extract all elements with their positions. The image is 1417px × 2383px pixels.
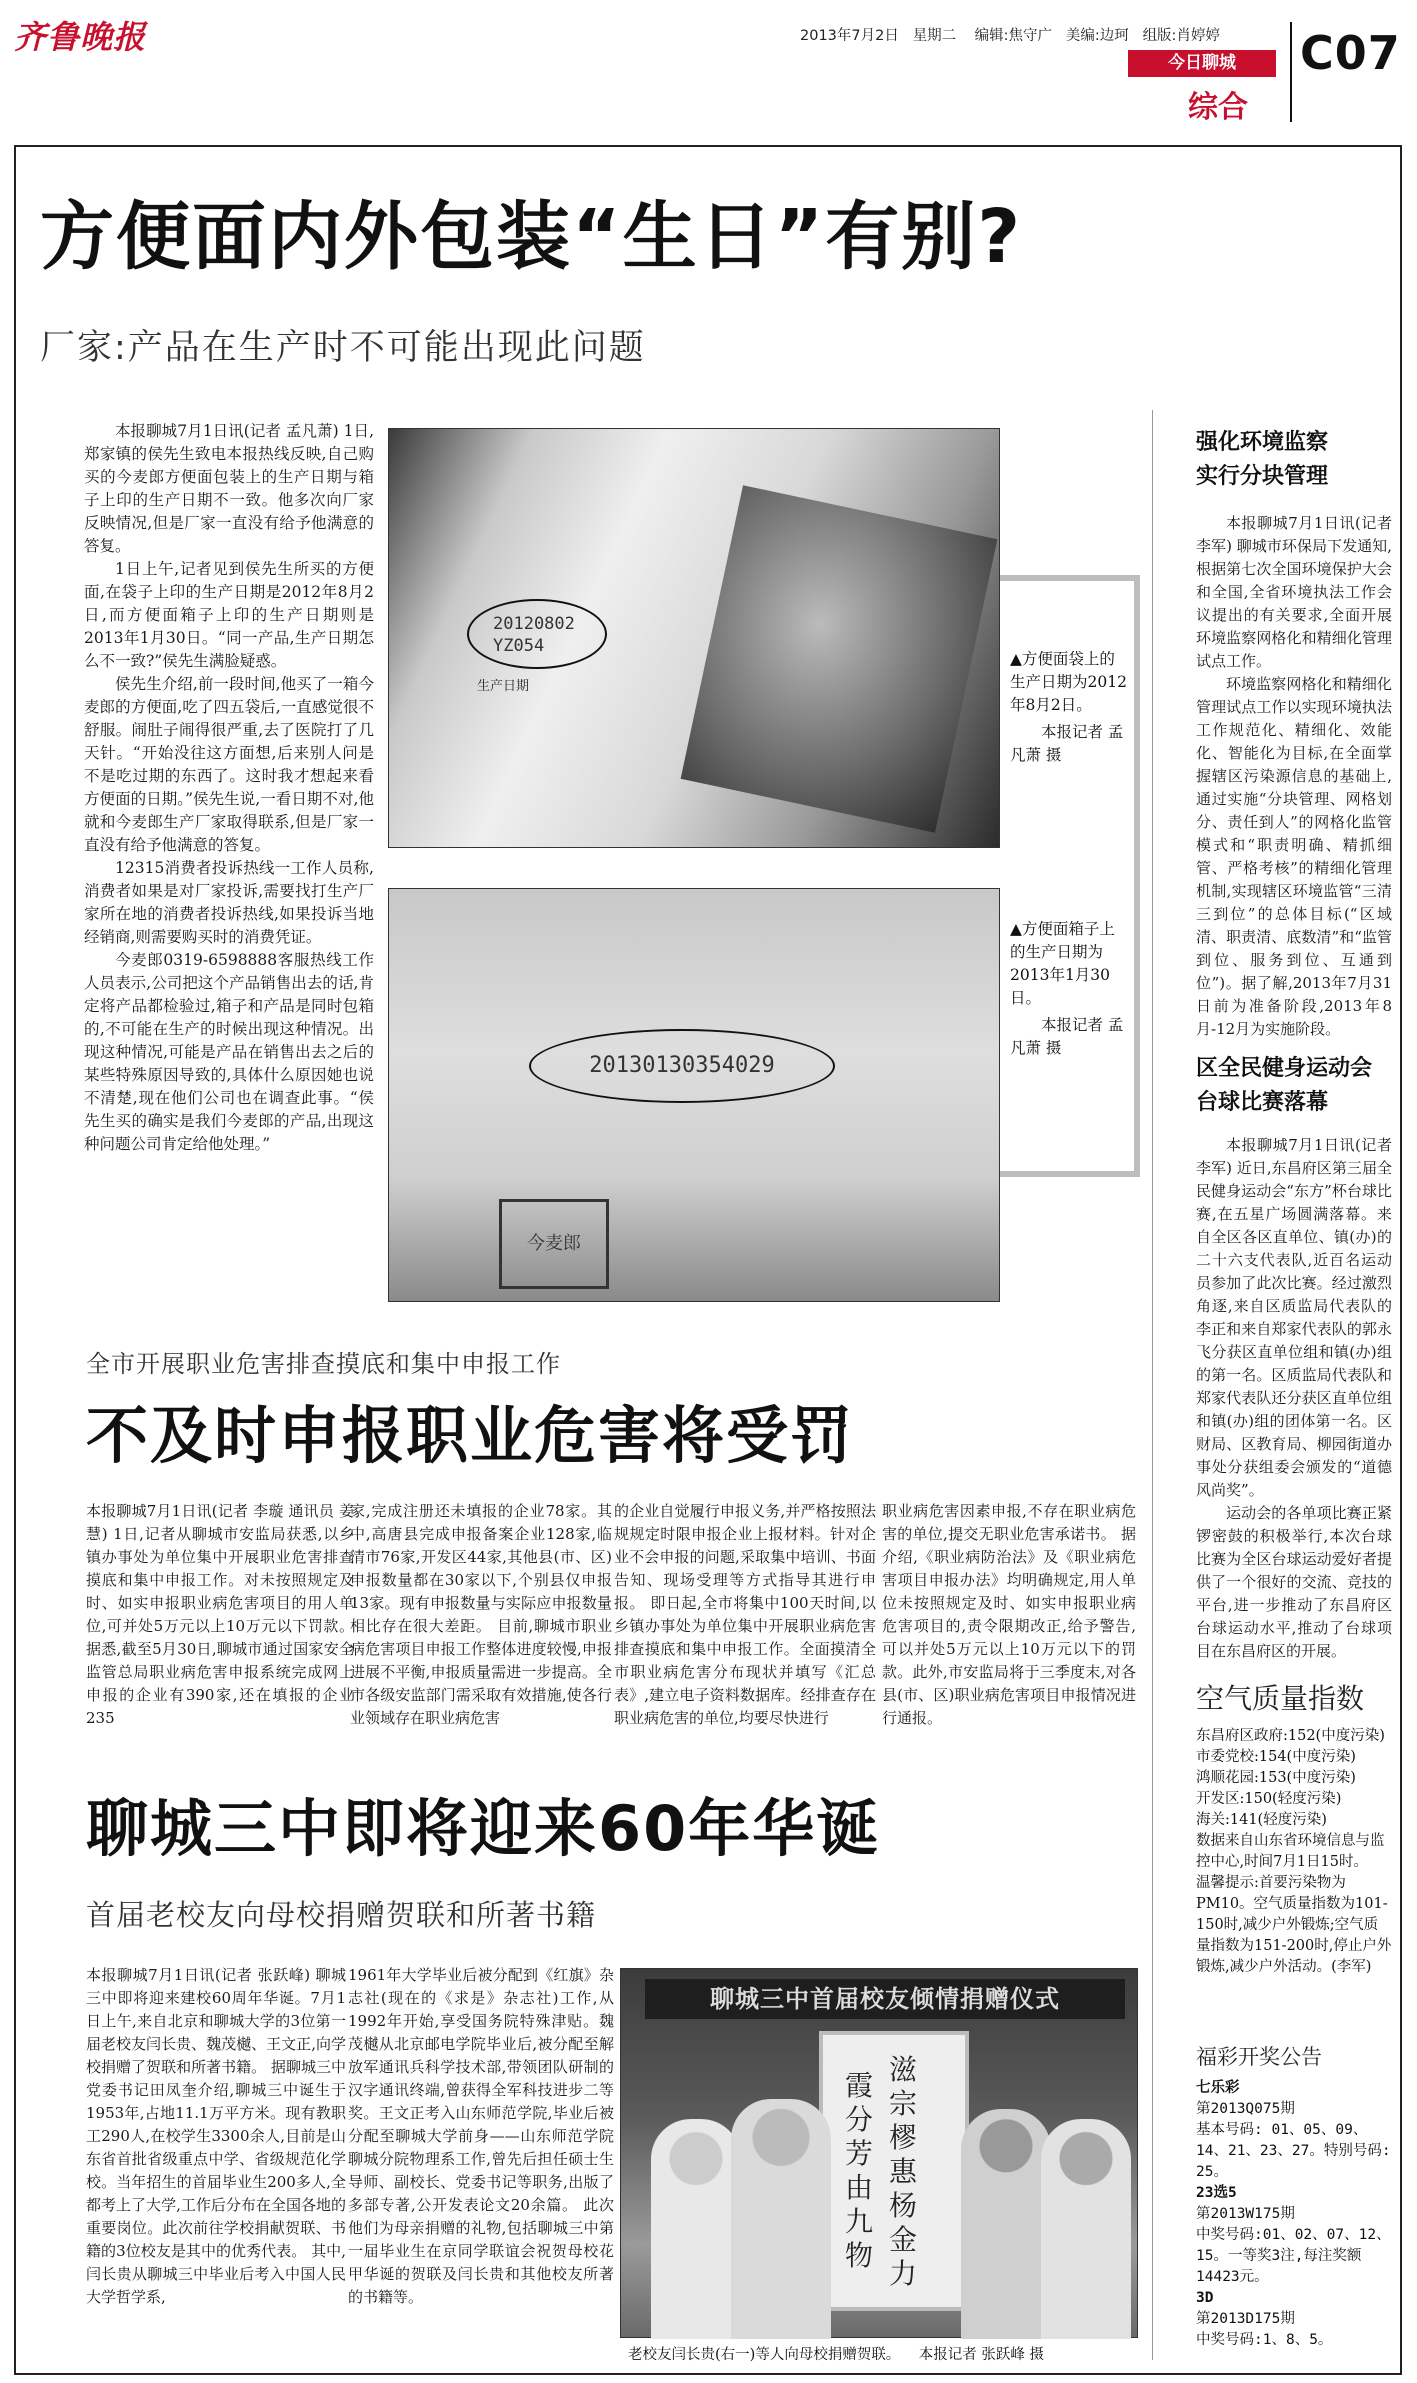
bag-date-stamp: 20120802 YZ054 — [467, 599, 607, 669]
a2-col: 本报聊城7月1日讯(记者 李璇 通讯员 姜慧) 1日,记者从聊城市安监局获悉,以乡镇办事处为单位集中开展职业危害排查摸底和集中申报工作。对未按照规定及时、如实申报职业病危害项目的用人单位,可并处5万元以上10万元以下罚款。 据悉,截至5月30日,聊城市通过国家安全监管总局职业病危害申报系统完成网上申报的企业有390家,还在填报的企业235 — [86, 1502, 354, 1727]
caption-photo1: ▲方便面袋上的生产日期为2012年8月2日。 本报记者 孟凡萧 摄 — [1010, 648, 1130, 767]
caption-photo3: 老校友闫长贵(右一)等人向母校捐赠贺联。 本报记者 张跃峰 摄 — [628, 2347, 1044, 2363]
a2-col: 家,完成注册还未填报的企业78家。其中,高唐县完成申报备案企业128家,临清市76家,开发区44家,其他县(市、区)申报数量都在30家以下,个别县仅申报13家。现有申报数量与实际应申报数量相比存在很大差距。 目前,聊城市职业病危害项目申报工作整体进度较慢,申报进展不平衡,申报质量需进一步提高。全市各级安监部门需采取有效措施,使各行业领域存在职业病危害 — [350, 1502, 612, 1727]
a2-headline: 不及时申报职业危害将受罚 — [86, 1399, 855, 1472]
bag-brand-graphic — [681, 485, 998, 833]
box-date-stamp: 20130130354029 — [529, 1029, 835, 1103]
issue-date: 2013年7月2日 — [800, 28, 899, 44]
a3-headline: 聊城三中即将迎来60年华诞 — [86, 1792, 881, 1865]
person-figure — [731, 2099, 831, 2339]
ceremony-banner: 聊城三中首届校友倾情捐赠仪式 — [645, 1979, 1125, 2019]
lottery-game: 3D — [1196, 2290, 1214, 2306]
a1-para: 1日上午,记者见到侯先生所买的方便面,在袋子上印的生产日期是2012年8月2日,而方便面箱子上印的生产日期则是2013年1月30日。“同一产品,生产日期怎么不一致?”侯先生满脸疑惑。 — [84, 560, 374, 670]
lottery-game: 23选5 — [1196, 2185, 1237, 2201]
header-meta — [800, 24, 1220, 45]
side1-title: 强化环境监察 实行分块管理 — [1196, 430, 1329, 489]
a3-subheadline: 首届老校友向母校捐赠贺联和所著书籍 — [86, 1898, 597, 1932]
lottery-game: 七乐彩 — [1196, 2080, 1240, 2096]
a1-para: 本报聊城7月1日讯(记者 孟凡萧) 1日,郑家镇的侯先生致电本报热线反映,自己购买的今麦郎方便面包装上的生产日期与箱子上印的生产日期不一致。他多次向厂家反映情况,但是厂家一直没有给予他满意的答复。 — [84, 422, 374, 555]
caption-photo2: ▲方便面箱子上的生产日期为2013年1月30日。 本报记者 孟凡萧 摄 — [1010, 918, 1130, 1060]
aq-list: 东昌府区政府:152(中度污染) 市委党校:154(中度污染) 鸿顺花园:153(中度污染) 开发区:150(轻度污染) 海关:141(轻度污染) 数据来自山东省环境信息与监控中心,时间7月1日15时。 温馨提示:首要污染物为PM10。空气质量指数为101-150时,减少户外锻炼;空气质量指数为151-200时,停止户外锻炼,减少户外活动。(李军) — [1196, 1728, 1392, 1975]
bag-label: 生产日期 — [477, 679, 530, 694]
header-divider — [1290, 22, 1292, 122]
photo-noodle-bag — [388, 428, 1000, 848]
a3-col: 1961年大学毕业后被分配到《红旗》杂志社(现在的《求是》杂志社)工作,从1992年开始,享受国务院特殊津贴。魏茂樾从北京邮电学院毕业后,被分配至解放军通讯兵科学技术部,带领团队研制的汉字通讯终端,曾获得全军科技进步二等奖。王文正考入山东师范学院,毕业后被分配至聊城大学前身——山东师范学院聊城分院物理系工作,曾先后担任硕士生导师、副校长、党委书记等职务,出版了多部专著,公开发表论文20余篇。 此次他们为母亲捐赠的礼物,包括聊城三中第一届毕业生在京同学联谊会祝贺母校花甲华诞的贺联及闫长贵和其他校友所著的书籍等。 — [348, 1966, 614, 2306]
calligraphy-scroll: 滋宗樛惠杨金力 霞分芳由九物 — [819, 2031, 969, 2311]
a1-headline: 方便面内外包装“生日”有别? — [40, 194, 1023, 280]
credit-photo2: 本报记者 孟凡萧 摄 — [1010, 1016, 1124, 1057]
layout-editor: 组版:肖婷婷 — [1142, 28, 1220, 44]
person-figure — [1041, 2119, 1131, 2339]
person-figure — [961, 2109, 1051, 2339]
art-editor: 美编:边珂 — [1065, 28, 1129, 44]
a3-col: 本报聊城7月1日讯(记者 张跃峰) 聊城三中即将迎来建校60周年华诞。7月1日上午,来自北京和聊城大学的3位第一届老校友闫长贵、魏茂樾、王文正,向学校捐赠了贺联和所著书籍。 据聊城三中党委书记田凤奎介绍,聊城三中诞生于1953年,占地11.1万平方米。现有教职工290人,在校学生3300余人,目前是山东省首批省级重点中学、省级规范化学校。当年招生的首届毕业生200多人,全都考上了大学,工作后分布在全国各地的重要岗位。此次前往学校捐献贺联、书籍的3位校友是其中的优秀代表。 其中,闫长贵从聊城三中毕业后考入中国人民大学哲学系, — [86, 1966, 346, 2306]
sidebar-divider — [1152, 410, 1153, 2360]
lottery-list: 七乐彩 第2013Q075期 基本号码: 01、05、09、14、21、23、27。特别号码: 25。 23选5 第2013W175期 中奖号码:01、02、07、12、15。一等奖3注,每注奖额14423元。 3D 第2013D175期 中奖号码:1、8、5。 — [1196, 2078, 1396, 2351]
box-brand-logo: 今麦郎 — [499, 1199, 609, 1289]
caption-bracket — [1000, 575, 1140, 1177]
a1-subheadline: 厂家:产品在生产时不可能出现此问题 — [40, 328, 646, 368]
credit-photo1: 本报记者 孟凡萧 摄 — [1010, 723, 1124, 764]
masthead: 齐鲁晚报 — [14, 18, 147, 56]
a1-para: 今麦郎0319-6598888客服热线工作人员表示,公司把这个产品销售出去的话,肯定将产品都检验过,箱子和产品是同时包箱的,不可能在生产的时候出现这种情况。出现这种情况,可能是产品在销售出去之后的某些特殊原因导致的,具体什么原因她也说不清楚,现在他们公司也在调查此事。“侯先生买的确实是我们今麦郎的产品,出现这种问题公司肯定给他处理。” — [84, 951, 374, 1153]
aq-title: 空气质量指数 — [1196, 1682, 1365, 1715]
photo-donation-ceremony — [620, 1968, 1138, 2338]
a1-para: 12315消费者投诉热线一工作人员称,消费者如果是对厂家投诉,需要找打生产厂家所在地的消费者投诉热线,如果投诉当地经销商,则需要购买时的消费凭证。 — [84, 859, 374, 946]
photo-noodle-box — [388, 888, 1000, 1302]
issue-weekday: 星期二 — [912, 28, 957, 44]
credit-photo3: 本报记者 张跃峰 摄 — [918, 2347, 1044, 2363]
side2-body: 本报聊城7月1日讯(记者 李军) 近日,东昌府区第三届全民健身运动会“东方”杯台球比赛,在五星广场圆满落幕。来自全区各区直单位、镇(办)的二十六支代表队,近百名运动员参加了此次比赛。经过激烈角逐,来自区质监局代表队的李正和来自郑家代表队的郭永飞分获区直单位组和镇(办)组的第一名。区质监局代表队和郑家代表队还分获区直单位组和镇(办)组的团体第一名。区财局、区教育局、柳园街道办事处分获组委会颁发的“道德风尚奖”。 运动会的各单项比赛正紧锣密鼓的积极举行,本次台球比赛为全区台球运动爱好者提供了一个很好的交流、竞技的平台,进一步推动了东昌府区台球运动水平,推动了台球项目在东昌府区的开展。 — [1196, 1136, 1392, 1660]
person-figure — [651, 2119, 741, 2339]
a1-para: 侯先生介绍,前一段时间,他买了一箱今麦郎的方便面,吃了四五袋后,一直感觉很不舒服。闹肚子闹得很严重,去了医院打了几天针。“开始没往这方面想,后来别人问是不是吃过期的东西了。这时我才想起来看方便面的日期。”侯先生说,一看日期不对,他就和今麦郎生产厂家取得联系,但是厂家一直没有给予他满意的答复。 — [84, 675, 374, 854]
lottery-title: 福彩开奖公告 — [1196, 2045, 1322, 2069]
page-number: C07 — [1300, 26, 1401, 80]
a1-body — [84, 420, 374, 1300]
section-name: 综合 — [1188, 90, 1248, 125]
editor: 编辑:焦守广 — [974, 28, 1053, 44]
a2-col: 职业病危害因素申报,不存在职业病危害的单位,提交无职业危害承诺书。 据介绍,《职业病防治法》及《职业病危害项目申报办法》均明确规定,用人单位未按照规定及时、如实申报职业病危害项目的,责令限期改正,给予警告,可以并处5万元以上10万元以下的罚款。此外,市安监局将于三季度末,对各县(市、区)职业病危害项目申报情况进行通报。 — [882, 1502, 1136, 1727]
a2-col: 的企业自觉履行申报义务,并严格按照法规规定时限申报企业上报材料。针对企业不会申报的问题,采取集中培训、书面告知、现场受理等方式指导其进行申报。 即日起,全市将集中100天时间,以乡镇办事处为单位集中开展职业病危害排查摸底和集中申报工作。全面摸清全市职业病危害分布现状并填写《汇总表》,建立电子资料数据库。经排查存在职业病危害的单位,均要尽快进行 — [614, 1502, 876, 1727]
side2-title: 区全民健身运动会 台球比赛落幕 — [1196, 1056, 1373, 1115]
a2-kicker: 全市开展职业危害排查摸底和集中申报工作 — [86, 1350, 561, 1378]
side1-body: 本报聊城7月1日讯(记者 李军) 聊城市环保局下发通知,根据第七次全国环境保护大会和全国,全省环境执法工作会议提出的有关要求,全面开展环境监察网格化和精细化管理试点工作。 环境监察网格化和精细化管理试点工作以实现环境执法工作规范化、精细化、效能化、智能化为目标,在全面掌握辖区污染源信息的基础上,通过实施“分块管理、网格划分、责任到人”的网格化监管模式和“职责明确、精抓细管、严格考核”的精细化管理机制,实现辖区环境监管“三清三到位”的总体目标(“区域清、职责清、底数清”和“监管到位、服务到位、互通到位”)。据了解,2013年7月31日前为准备阶段,2013年8月-12月为实施阶段。 — [1196, 514, 1392, 1038]
section-tag: 今日聊城 — [1128, 50, 1276, 77]
